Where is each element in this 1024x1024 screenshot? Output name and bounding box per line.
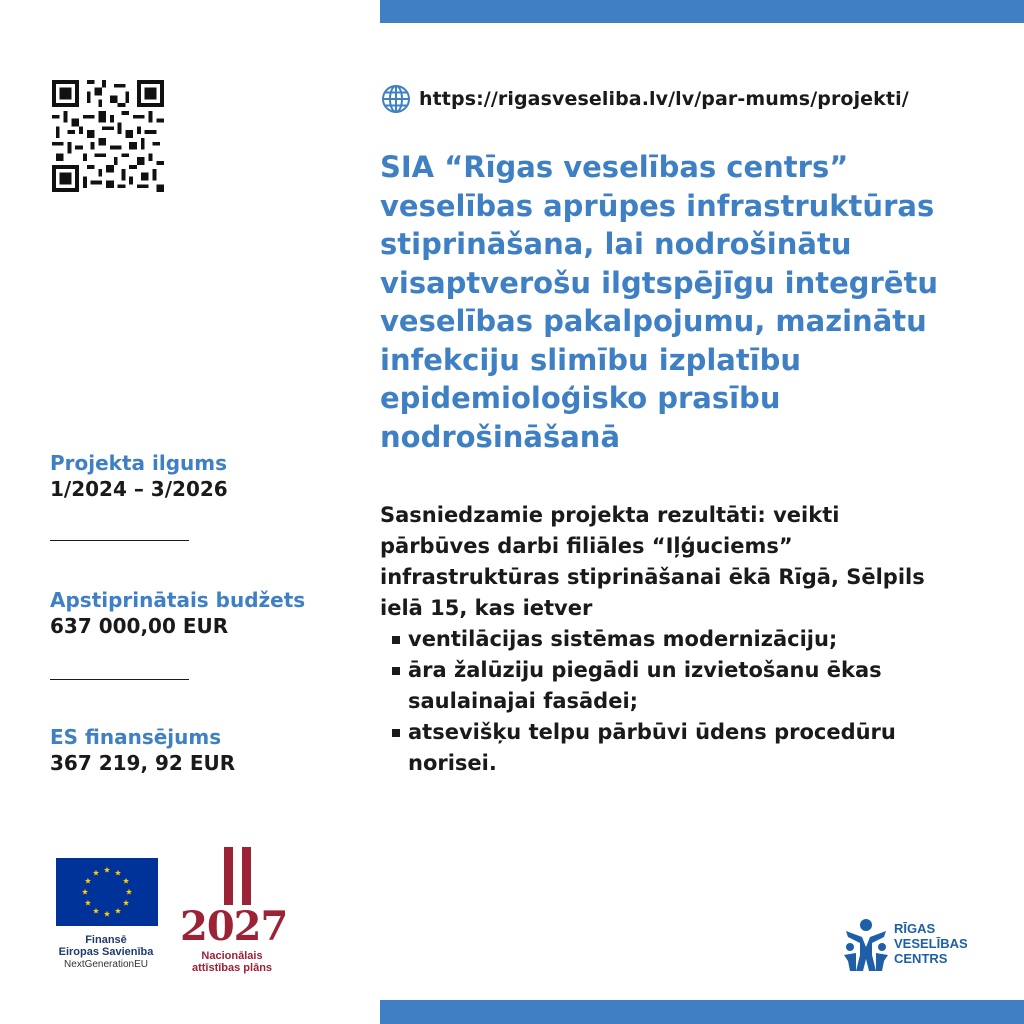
- eu-funding-value: 367 219, 92 EUR: [50, 751, 236, 775]
- nap-line2: attīstības plāns: [191, 962, 273, 974]
- bullet-icon: [392, 667, 400, 675]
- list-item: [390, 624, 980, 655]
- eu-logo: [54, 858, 158, 971]
- rvc-figures-icon: [842, 917, 890, 973]
- project-results: [380, 500, 980, 779]
- budget-block: [50, 587, 305, 639]
- eu-flag-icon: [56, 858, 158, 926]
- divider: [50, 540, 189, 541]
- budget-value: 637 000,00 EUR: [50, 614, 229, 638]
- rvc-line2: VESELĪBAS: [894, 936, 968, 951]
- nap-stripes-icon: [224, 847, 254, 905]
- results-list: [390, 624, 980, 779]
- nap-year: 2027: [180, 903, 288, 950]
- list-item-text: āra žalūziju piegādi un izvietošanu ēkas saulainajai fasādei;: [408, 658, 882, 713]
- duration-value: 1/2024 – 3/2026: [50, 477, 228, 501]
- duration-label: Projekta ilgums: [50, 451, 228, 475]
- bullet-icon: [392, 729, 400, 737]
- qr-code[interactable]: [52, 80, 164, 192]
- eu-funding-block: [50, 724, 235, 776]
- list-item-text: ventilācijas sistēmas modernizāciju;: [408, 627, 838, 651]
- globe-icon: [381, 84, 411, 114]
- divider: [50, 679, 189, 680]
- results-intro: Sasniedzamie projekta rezultāti: veikti pārbūves darbi filiāles “Iļģuciems” infrastruktūras stiprināšanai ēkā Rīgā, Sēlpils ielā 15, kas ietver: [380, 503, 925, 620]
- list-item: [390, 717, 980, 779]
- eu-logo-line2: Eiropas Savienība: [58, 946, 154, 958]
- duration-block: [50, 450, 228, 502]
- eu-logo-line1: Finansē: [85, 934, 127, 946]
- list-item-text: atsevišķu telpu pārbūvi ūdens procedūru norisei.: [408, 720, 896, 775]
- rvc-name: [894, 921, 968, 966]
- nap-line1: Nacionālais: [201, 950, 263, 962]
- rvc-line1: RĪGAS: [894, 921, 936, 936]
- bullet-icon: [392, 636, 400, 644]
- rvc-line3: CENTRS: [894, 951, 948, 966]
- website-link-row[interactable]: [381, 84, 909, 114]
- website-url[interactable]: https://rigasveseliba.lv/lv/par-mums/projekti/: [419, 88, 909, 110]
- top-accent-bar: [380, 0, 1024, 23]
- budget-label: Apstiprinātais budžets: [50, 588, 306, 612]
- rvc-logo: [842, 917, 982, 977]
- eu-logo-line3: NextGenerationEU: [64, 959, 148, 970]
- eu-funding-label: ES finansējums: [50, 725, 222, 749]
- bottom-accent-bar: [380, 1000, 1024, 1024]
- list-item: [390, 655, 980, 717]
- project-title: SIA “Rīgas veselības centrs” veselības aprūpes infrastruktūras stiprināšana, lai nodrošinātu visaptverošu ilgtspējīgu integrētu veselības pakalpojumu, mazinātu infekciju slimību izplatību epidemioloģisko prasību nodrošināšanā: [380, 150, 939, 454]
